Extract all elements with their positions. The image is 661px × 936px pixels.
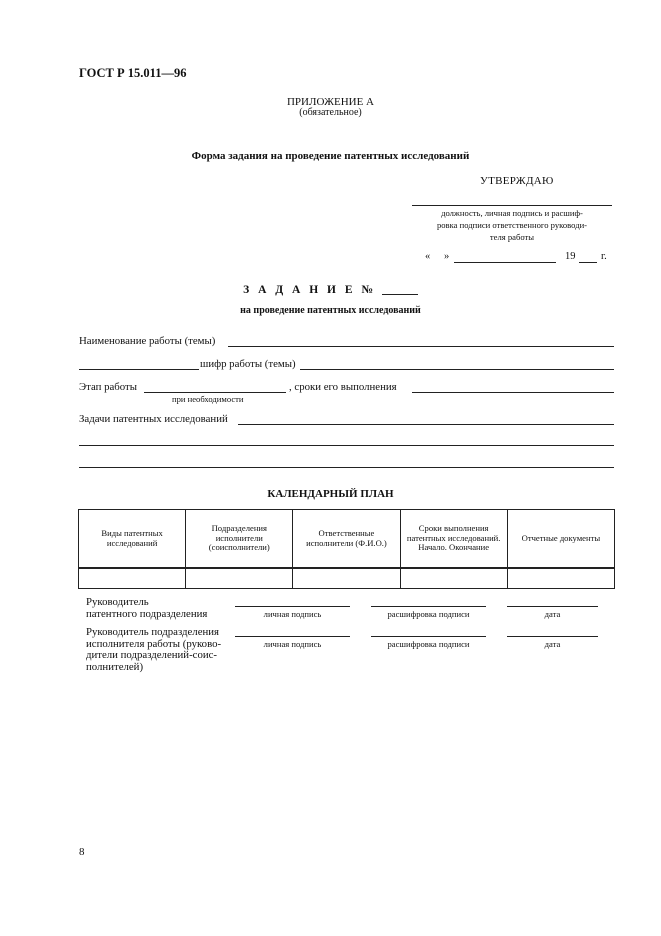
date-line (507, 606, 598, 607)
objectives-line (79, 467, 614, 468)
signatory-patent-head (86, 597, 207, 620)
column-header: Подразделения исполнители (соисполнители) (186, 510, 293, 569)
decoding-caption: расшифровка подписи (387, 609, 470, 619)
objectives-label: Задачи патентных исследований (79, 413, 228, 425)
decoding-caption: расшифровка подписи (387, 639, 470, 649)
date-year-prefix: 19 (565, 251, 576, 262)
column-header: Отчетные документы (507, 510, 614, 569)
approval-caption-line: теля работы (489, 232, 535, 242)
standard-code: ГОСТ Р 15.011—96 (79, 66, 187, 80)
date-line (507, 636, 598, 637)
decoding-line (371, 636, 486, 637)
signature-line (235, 606, 350, 607)
table-cell[interactable] (293, 568, 400, 589)
signatory-division-head (86, 627, 221, 673)
approval-caption (412, 207, 612, 243)
approval-caption-line: должность, личная подпись и расшиф- (441, 208, 583, 218)
appendix-subtitle: (обязательное) (299, 107, 362, 118)
signature-caption: личная подпись (263, 639, 322, 649)
date-caption: дата (544, 609, 561, 619)
date-quote-open: « (425, 251, 431, 262)
approval-label: УТВЕРЖДАЮ (480, 175, 554, 187)
task-subtitle: на проведение патентных исследований (240, 305, 421, 316)
form-title: Форма задания на проведение патентных исследований (191, 150, 470, 162)
column-header: Виды патентных исследований (79, 510, 186, 569)
date-year-line (579, 262, 597, 263)
signatory-label-line: Руководитель подразделения (86, 626, 220, 638)
approval-signature-line (412, 205, 612, 206)
table-cell[interactable] (400, 568, 507, 589)
work-name-label: Наименование работы (темы) (79, 335, 216, 347)
table-cell[interactable] (186, 568, 293, 589)
signatory-label-line: исполнителя работы (руково- (86, 637, 222, 650)
deadline-label: , сроки его выполнения (289, 381, 397, 393)
column-header: Ответственные исполнители (Ф.И.О.) (293, 510, 400, 569)
stage-line (144, 392, 286, 393)
work-code-label: шифр работы (темы) (200, 358, 296, 370)
signature-caption: личная подпись (263, 609, 322, 619)
task-title (0, 284, 661, 296)
date-quote-close: » (444, 251, 450, 262)
appendix-title: ПРИЛОЖЕНИЕ А (286, 96, 374, 108)
work-code-prefix-line (79, 369, 199, 370)
work-name-line (228, 346, 614, 347)
signatory-label-line: патентного подразделения (86, 607, 208, 620)
column-header: Сроки выполнения патентных исследований. Начало. Окончание (400, 510, 507, 569)
objectives-line (79, 445, 614, 446)
stage-note: при необходимости (172, 394, 244, 404)
task-title-text: З А Д А Н И Е № (243, 284, 376, 296)
work-code-line (300, 369, 614, 370)
objectives-line (238, 424, 614, 425)
date-year-suffix: г. (601, 251, 607, 262)
signatory-label-line: Руководитель (86, 596, 149, 608)
table-row (79, 568, 615, 589)
date-month-line (454, 262, 556, 263)
decoding-line (371, 606, 486, 607)
signature-line (235, 636, 350, 637)
approval-caption-line: ровка подписи ответственного руководи- (436, 220, 588, 230)
date-caption: дата (544, 639, 561, 649)
signatory-label-line: полнителей) (86, 660, 144, 673)
page-number: 8 (79, 846, 85, 858)
stage-label: Этап работы (79, 381, 138, 393)
calendar-title: КАЛЕНДАРНЫЙ ПЛАН (267, 488, 394, 500)
calendar-plan-table (78, 509, 615, 589)
task-number-line (382, 294, 418, 295)
table-cell[interactable] (79, 568, 186, 589)
deadline-line (412, 392, 614, 393)
signatory-label-line: дители подразделений-соис- (86, 649, 218, 661)
table-header-row (79, 510, 615, 569)
table-cell[interactable] (507, 568, 614, 589)
